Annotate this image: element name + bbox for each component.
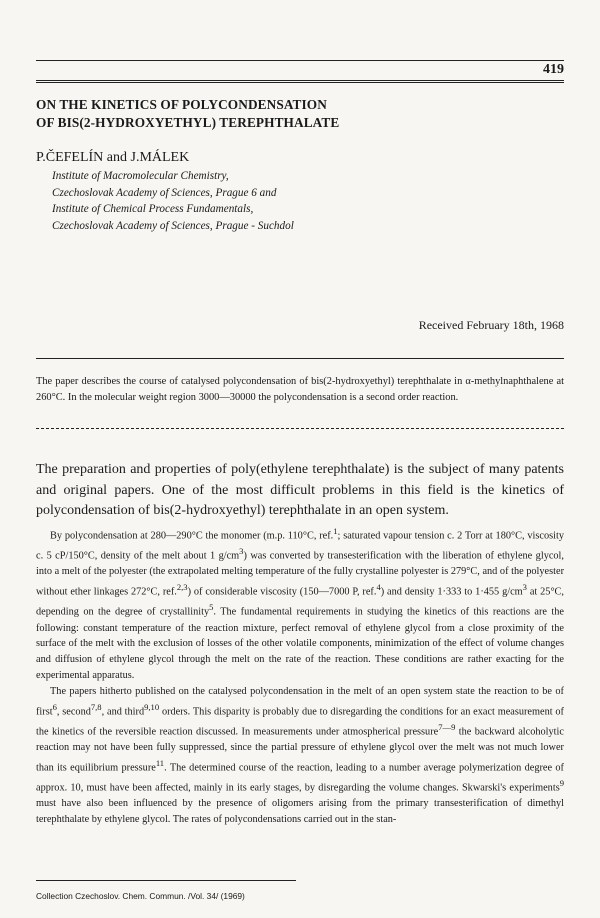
ref-superscript: 7,8 [90, 701, 102, 712]
ref-superscript: 2,3 [176, 582, 188, 593]
ref-superscript: 7—9 [438, 721, 456, 732]
body-text [36, 524, 564, 828]
ref-superscript: 3 [239, 546, 244, 557]
intro-paragraph: The preparation and properties of poly(ethylene terephthalate) is the subject of many patents and original papers. One of the most difficult problems in this field is the kinetics of polycondensation of bis(2-hydroxyethyl) terephthalate in an open system. [36, 462, 564, 518]
abstract-bottom-rule [36, 428, 564, 429]
journal-citation: Collection Czechoslov. Chem. Commun. /Vol. 34/ (1969) [36, 891, 245, 901]
page-number: 419 [543, 62, 564, 77]
body-paragraph-1: By polycondensation at 280—290°C the monomer (m.p. 110°C, ref.$^1$; saturated vapour tension c. 2 Torr at 180°C, viscosity c. 5 cP/150°C, density of the melt about 1 $g/cm^3$) was converted by transesterification with the liberation of ethylene glycol, into a melt of the polyester (the extrapolated melting temperature of the fully crystalline polyester is 279°C, and of the polyester without ether linkages 272°C, ref.$^{2,3}$) of considerable viscosity (150—7000 P, ref.$^4$) and density 1·333 to 1·455 $g/cm^3$ at 25°C, depending on the degree of crystallinity$^5$. The fundamental requirements in studying the kinetics of this reactions are the following: constant temperature of the reaction mixture, perfect removal of ethylene glycol from a close proximity of the surface of the melt with the exclusion of losses of the other volatile components, minimization of the effect of volume changes and diffusion of ethylene glycol through the melt on the rate of the reaction. These conditions are rather exacting for the experimental apparatus. [36, 526, 565, 682]
ref-superscript: 9,10 [144, 701, 160, 712]
affiliations [52, 168, 294, 234]
affiliation-line: Institute of Chemical Process Fundamentals, [52, 203, 254, 215]
received-date: Received February 18th, 1968 [418, 318, 564, 332]
ref-superscript: 5 [209, 602, 214, 613]
footer-rule [36, 880, 296, 881]
ref-superscript: 9 [559, 778, 564, 789]
affiliation-line: Czechoslovak Academy of Sciences, Prague 6 and [52, 186, 277, 199]
title-line-2: OF BIS(2-HYDROXYETHYL) TEREPHTHALATE [36, 115, 340, 130]
affiliation-line: Czechoslovak Academy of Sciences, Prague - Suchdol [52, 219, 294, 232]
ref-superscript: 4 [376, 582, 381, 593]
header-rule [36, 60, 564, 61]
title-line-1: ON THE KINETICS OF POLYCONDENSATION [36, 97, 327, 112]
article-title [36, 96, 564, 132]
abstract: The paper describes the course of catalysed polycondensation of bis(2-hydroxyethyl) terephthalate in α-methylnaphthalene at 260°C. In the molecular weight region 3000—30000 the polycondensation is a second order reaction. [36, 376, 564, 403]
affiliation-line: Institute of Macromolecular Chemistry, [52, 170, 229, 182]
abstract-top-rule [36, 358, 564, 359]
authors: P.ČEFELÍN and J.MÁLEK [36, 150, 190, 165]
ref-superscript: 11 [155, 757, 165, 768]
ref-superscript: 3 [522, 582, 527, 593]
header-double-rule [36, 80, 564, 83]
ref-superscript: 1 [333, 526, 338, 536]
body-paragraph-2: The papers hitherto published on the catalysed polycondensation in the melt of an open system state the reaction to be of first$^6$, second$^{7,8}$, and third$^{9,10}$ orders. This disparity is probably due to disregarding the conditions for an exact measurement of the kinetics of the reversible reaction discussed. In measurements under atmospherical pressure$^{7—9}$ the backward alcoholytic reaction may not have been fully suppressed, since the partial pressure of ethylene glycol over the melt was not much lower than its equilibrium pressure$^{11}$. The determined course of the reaction, leading to a number average polymerization degree of approx. 10, must have been affected, mainly in its early stages, by disregarding the volume changes. Skwarski's experiments$^9$ must have also been influenced by the presence of oligomers arising from the primary transesterification of dimethyl terephthalate by ethylene glycol. The rates of polycondensations carried out in the stan- [36, 685, 564, 826]
ref-superscript: 6 [52, 701, 57, 712]
